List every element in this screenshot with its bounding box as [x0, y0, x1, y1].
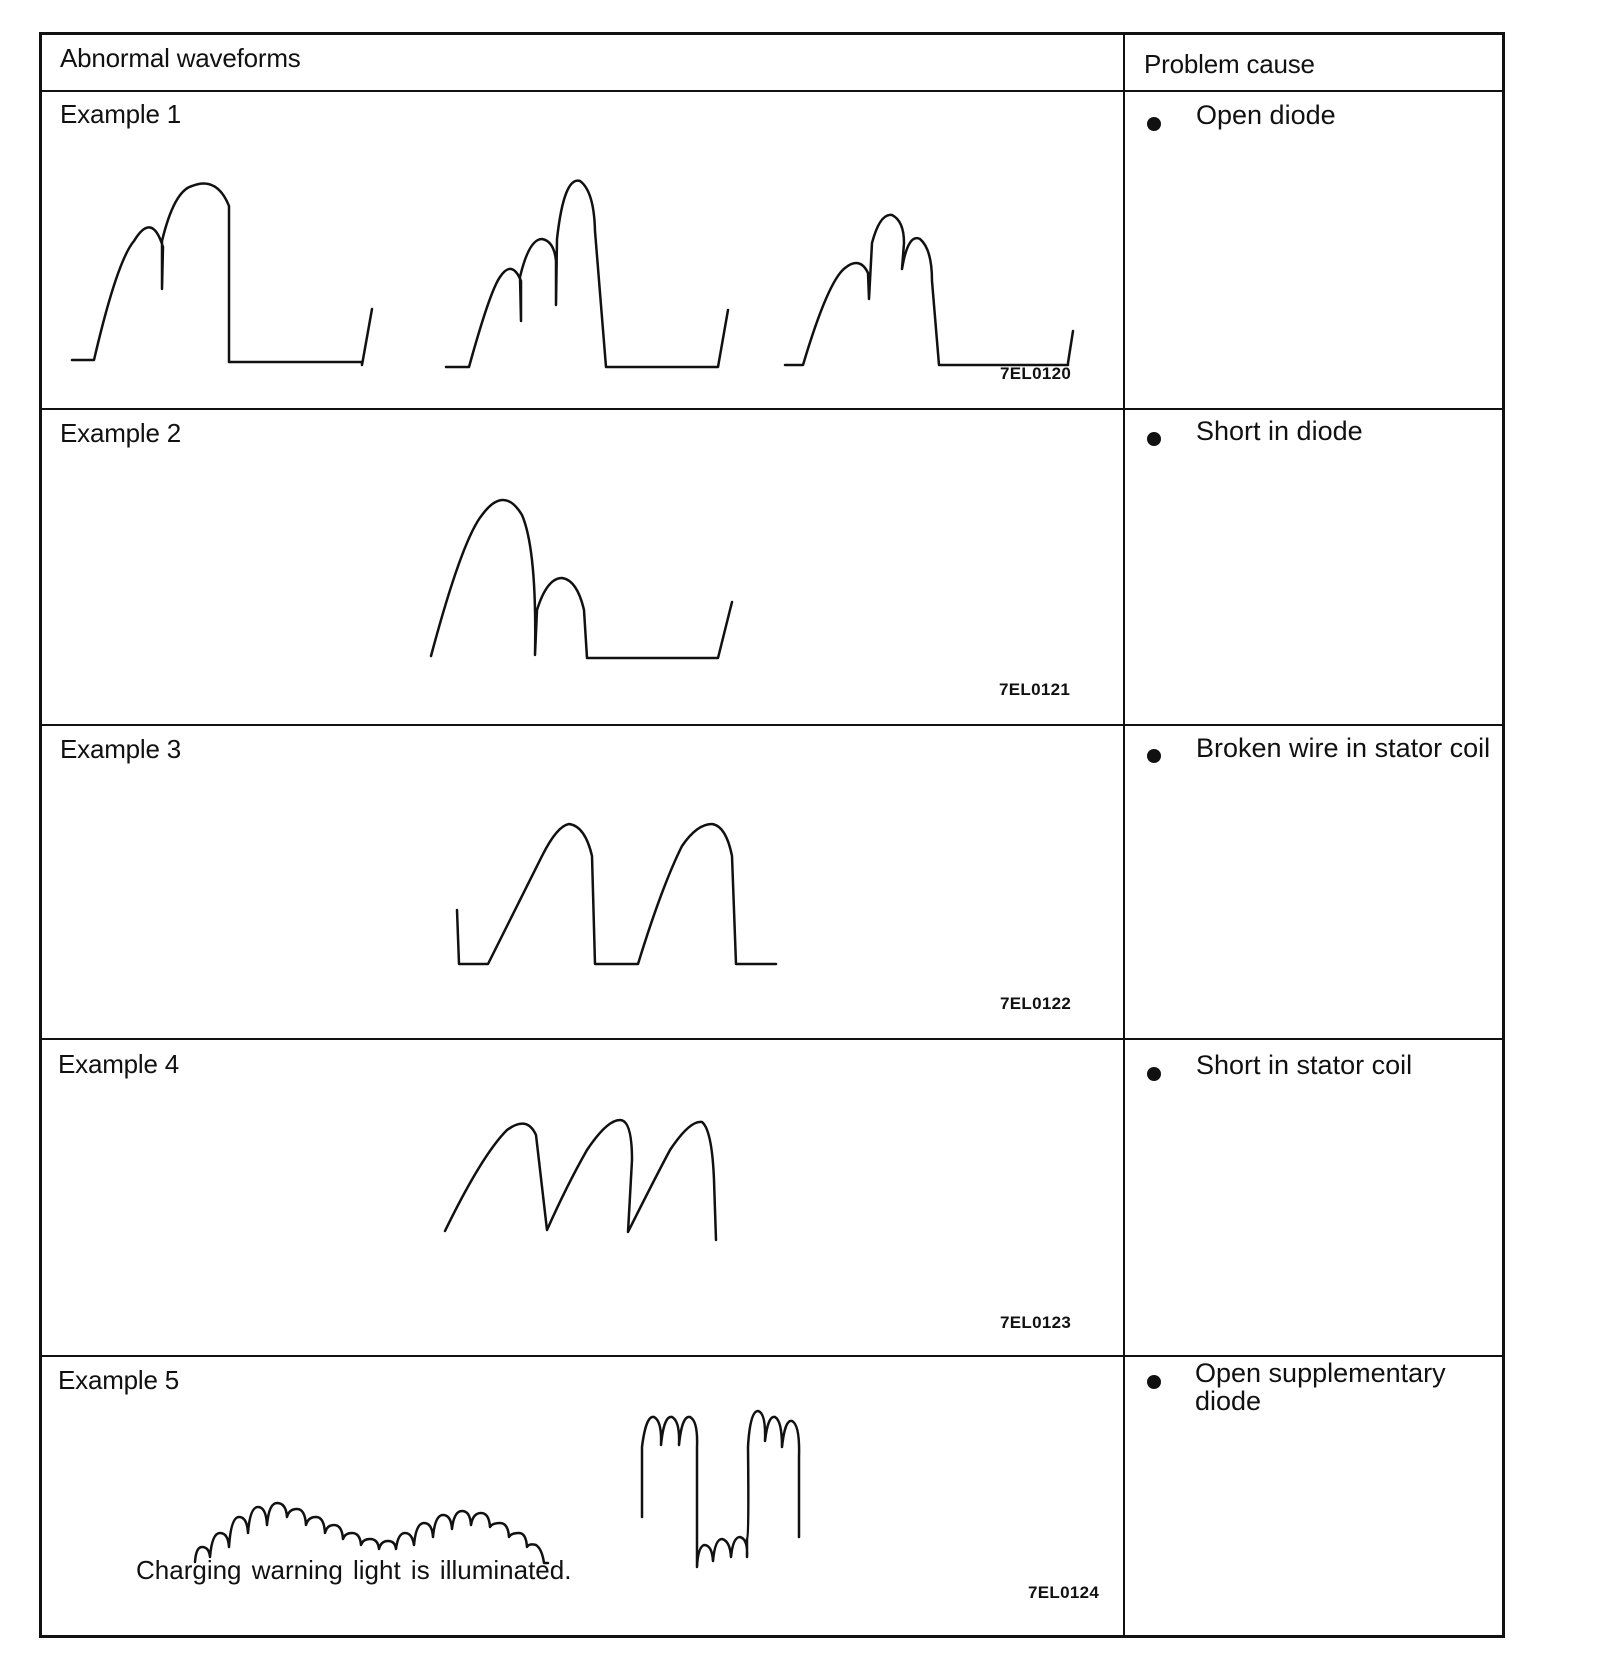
bullet-icon [1147, 432, 1161, 446]
bullet-icon [1147, 117, 1161, 131]
cause-short-in-diode: Short in diode [1196, 416, 1363, 446]
row-label-example-4: Example 4 [58, 1049, 180, 1079]
figure-code: 7EL0121 [999, 680, 1071, 699]
header-abnormal-waveforms: Abnormal waveforms [60, 43, 301, 73]
waveform-trace [431, 500, 732, 658]
cause-broken-wire-stator: Broken wire in stator coil [1196, 733, 1491, 763]
bullet-icon [1147, 1067, 1161, 1081]
short-diode-waveform-icon [42, 410, 1123, 724]
cause-open-supplementary-diode: Open supplementary diode [1195, 1358, 1446, 1416]
waveform-trace [785, 215, 1073, 365]
cause-open-diode: Open diode [1196, 100, 1336, 130]
warning-light-note: Charging warning light is illuminated. [136, 1555, 572, 1585]
column-divider [1123, 35, 1125, 1635]
bullet-icon [1147, 1375, 1161, 1389]
waveform-trace [72, 184, 372, 366]
header-problem-cause: Problem cause [1144, 49, 1315, 79]
row-label-example-3: Example 3 [60, 734, 182, 764]
row-label-example-5: Example 5 [58, 1365, 180, 1395]
open-supplementary-diode-waveform-icon [42, 1357, 1123, 1641]
row-label-example-1: Example 1 [60, 99, 182, 129]
waveform-trace [445, 1120, 716, 1240]
cause-short-in-stator-coil: Short in stator coil [1196, 1050, 1413, 1080]
figure-code: 7EL0120 [1000, 364, 1072, 383]
figure-code: 7EL0123 [1000, 1313, 1072, 1332]
waveform-trace [642, 1411, 799, 1567]
broken-stator-wire-waveform-icon [42, 726, 1123, 1038]
waveform-table [39, 32, 1505, 1638]
figure-code: 7EL0124 [1028, 1583, 1100, 1602]
figure-code: 7EL0122 [1000, 994, 1072, 1013]
bullet-icon [1147, 749, 1161, 763]
waveform-trace [195, 1503, 548, 1563]
open-diode-waveform-icon [42, 91, 1123, 408]
short-stator-coil-waveform-icon [42, 1040, 1123, 1355]
waveform-trace [457, 824, 776, 964]
waveform-trace [446, 181, 728, 367]
row-label-example-2: Example 2 [60, 418, 182, 448]
